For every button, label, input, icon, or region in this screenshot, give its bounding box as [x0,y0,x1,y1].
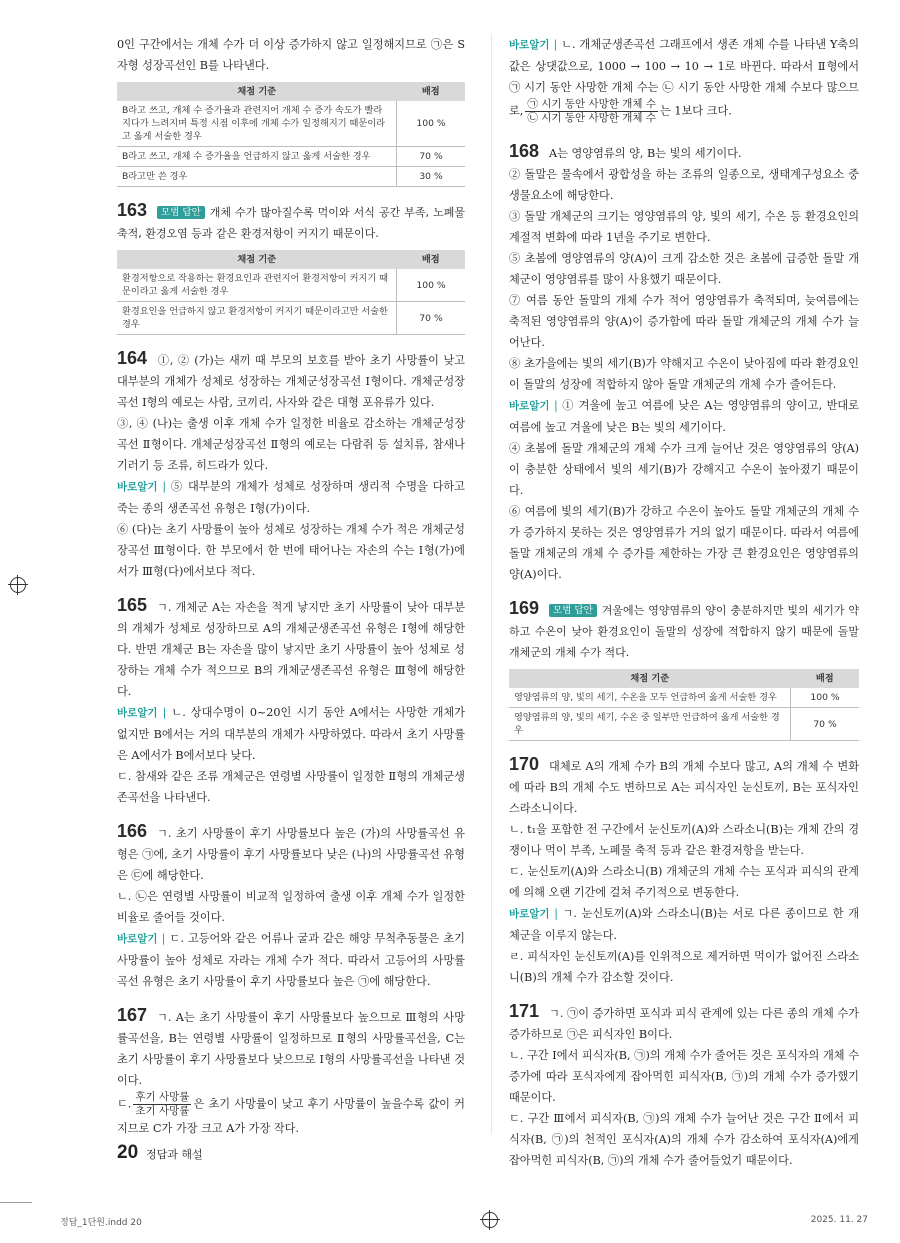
table-header: 배점 [397,82,466,101]
correction-label: 바로알기 [117,481,158,493]
score-cell: 70 % [791,708,860,741]
explanation-text: ⑥ (다)는 초기 사망률이 높아 성체로 성장하는 개체 수가 적은 개체군성장곡선 Ⅲ형이다. 한 부모에서 한 번에 태어나는 자손의 수는 Ⅰ형(가)에서가 Ⅲ형(다)에서보다 적다. [117,523,465,578]
question-number: 169 [509,598,540,618]
question-163 [117,200,465,335]
question-171 [509,1001,859,1171]
fraction [525,98,658,125]
bar-divider: | [554,399,558,412]
question-168 [509,141,859,585]
score-cell: 100 % [397,101,466,147]
score-cell: 100 % [397,269,466,302]
explanation-text: ㄷ. [117,1097,132,1111]
registration-mark-icon [482,1212,498,1228]
explanation-text: ② 돌말은 물속에서 광합성을 하는 조류의 일종으로, 생태계구성요소 중 생물요소에 해당한다. [509,168,859,202]
explanation-text: ㄴ. ㉡은 연령별 사망률이 비교적 일정하여 출생 이후 개체 수가 일정한 비율로 줄어들 것이다. [117,890,465,924]
table-header: 배점 [397,250,466,269]
explanation-text: ㄹ. 피식자인 눈신토끼(A)를 인위적으로 제거하면 먹이가 없어진 스라소니(B)의 개체 수가 감소할 것이다. [509,950,859,984]
explanation-text: 은 초기 사망률이 낮고 후기 사망률이 높을수록 값이 커지므로 C가 가장 크고 A가 가장 작다. [117,1097,465,1135]
criteria-cell: B라고 쓰고, 개체 수 증가율을 언급하지 않고 옳게 서술한 경우 [117,147,397,167]
question-169 [509,598,859,741]
table-row [117,167,465,187]
question-number: 165 [117,595,148,615]
table-header: 채점 기준 [509,669,791,688]
question-number: 171 [509,1001,540,1021]
table-row [117,269,465,302]
criteria-cell: 영양염류의 양, 빛의 세기, 수온을 모두 언급하여 옳게 서술한 경우 [509,688,791,708]
explanation-text: ⑤ 대부분의 개체가 성체로 성장하며 생리적 수명을 다하고 죽는 종의 생존곡선 유형은 Ⅰ형(가)이다. [117,480,465,515]
explanation-text: ③, ④ (나)는 출생 이후 개체 수가 일정한 비율로 감소하는 개체군성장곡선 Ⅱ형이다. 개체군성장곡선 Ⅱ형의 예로는 다람쥐 등 설치류, 참새나 기러기 등 조류, 히드라가 있다. [117,417,465,472]
explanation-text: ㄱ. A는 초기 사망률이 후기 사망률보다 높으므로 Ⅲ형의 사망률곡선을, B는 연령별 사망률이 일정하므로 Ⅱ형의 사망률곡선을, C는 초기 사망률이 후기 사망률보다 낮으므로 Ⅰ형의 사망률곡선을 나타낸 것이다. [117,1011,465,1087]
correction-label: 바로알기 [117,933,158,945]
question-number: 170 [509,754,540,774]
explanation-text: ㄱ. 눈신토끼(A)와 스라소니(B)는 서로 다른 종이므로 한 개체군을 이루지 않는다. [509,907,860,942]
table-row [117,147,465,167]
page-number: 20 [117,1142,139,1163]
question-number: 166 [117,821,148,841]
explanation-text: ㄱ. 개체군 A는 자손을 적게 낳지만 초기 사망률이 낮아 대부분의 개체가 성체로 성장하므로 A의 개체군생존곡선 유형은 Ⅰ형에 해당한다. 반면 개체군 B는 자손을 많이 낳지만 초기 사망률이 높아 성체로 성장하는 개체 수가 적으므로 B의 개체군생존곡선 유형은 Ⅲ형에 해당한다. [117,601,465,698]
question-number: 164 [117,348,148,368]
criteria-cell: B라고만 쓴 경우 [117,167,397,187]
question-number: 168 [509,141,540,161]
explanation-text: ㄷ. 구간 Ⅲ에서 피식자(B, ㉠)의 개체 수가 늘어난 것은 구간 Ⅱ에서 피식자(B, ㉠)의 천적인 포식자(A)의 개체 수가 감소하여 포식자(A)에게 잡아먹힌 피식자(B, ㉠)의 개체 수가 줄어들었기 때문이다. [509,1112,859,1167]
left-column [117,34,465,1139]
explanation-text: ㄷ. 고등어와 같은 어류나 굴과 같은 해양 무척추동물은 초기 사망률이 높아 성체로 자라는 개체 수가 적다. 따라서 고등어의 사망률곡선 유형은 초기 사망률이 후기 사망률보다 높은 ㉠에 해당한다. [117,932,465,988]
table-row [117,302,465,335]
explanation-text: ⑦ 여름 동안 돌말의 개체 수가 적어 영양염류가 축적되며, 늦여름에는 축적된 영양염류의 양(A)이 증가함에 따라 돌말 개체군의 개체 수가 늘어난다. [509,294,859,349]
explanation-text: ⑧ 초가을에는 빛의 세기(B)가 약해지고 수온이 낮아짐에 따라 환경요인이 돌말의 성장에 적합하지 않아 돌말 개체군의 개체 수가 줄어든다. [509,357,859,391]
question-170 [509,754,859,988]
section-label: 정답과 해설 [146,1148,203,1161]
question-167-continued [509,34,859,125]
criteria-cell: 환경요인을 언급하지 않고 환경저항이 커지기 때문이라고만 서술한 경우 [117,302,397,335]
explanation-text: ㄴ. t₁을 포함한 전 구간에서 눈신토끼(A)와 스라소니(B)는 개체 간의 경쟁이나 먹이 부족, 노폐물 축적 등과 같은 환경저항을 받는다. [509,823,859,857]
right-column [509,34,859,1171]
intro-text: 0인 구간에서는 개체 수가 더 이상 증가하지 않고 일정해지므로 ㉠은 S자형 성장곡선인 B를 나타낸다. [117,38,465,72]
bar-divider: | [161,932,166,945]
question-164 [117,348,465,582]
column-divider [491,34,492,1134]
score-cell: 70 % [397,147,466,167]
fraction-denominator: ㉡ 시기 동안 사망한 개체 수 [527,112,656,124]
fraction-numerator: ㉠ 시기 동안 사망한 개체 수 [527,98,656,110]
explanation-text: 는 1보다 크다. [660,104,732,118]
explanation-text: ㄱ. ㉠이 증가하면 포식과 피식 관계에 있는 다른 종의 개체 수가 증가하므로 ㉠은 피식자인 B이다. [509,1007,859,1041]
table-header: 채점 기준 [117,82,397,101]
table-row [509,708,859,741]
fraction-denominator: 초기 사망률 [135,1105,190,1117]
explanation-text: ③ 돌말 개체군의 크기는 영양염류의 양, 빛의 세기, 수온 등 환경요인의 계절적 변화에 따라 1년을 주기로 변한다. [509,210,859,244]
table-row [509,688,859,708]
explanation-text: ㄱ. 초기 사망률이 후기 사망률보다 높은 (가)의 사망률곡선 유형은 ㉠에, 초기 사망률이 후기 사망률보다 낮은 (나)의 사망률곡선 유형은 ㉢에 해당한다. [117,827,465,882]
criteria-cell: 환경저항으로 작용하는 환경요인과 관련지어 환경저항이 커지기 때문이라고 옳게 서술한 경우 [117,269,397,302]
question-166 [117,821,465,992]
explanation-text: ㄷ. 눈신토끼(A)와 스라소니(B) 개체군의 개체 수는 포식과 피식의 관계에 의해 오랜 기간에 걸쳐 주기적으로 변동한다. [509,865,859,899]
explanation-text: ⑤ 초봄에 영양염류의 양(A)이 크게 감소한 것은 초봄에 급증한 돌말 개체군이 영양염류를 많이 사용했기 때문이다. [509,252,859,286]
bar-divider: | [553,38,558,51]
scoring-table-169 [509,669,859,741]
question-167 [117,1005,465,1139]
score-cell: 100 % [791,688,860,708]
fraction-numerator: 후기 사망률 [135,1091,190,1103]
answer-text: 개체 수가 많아질수록 먹이와 서식 공간 부족, 노폐물 축적, 환경오염 등과 같은 환경저항이 커지기 때문이다. [117,206,465,240]
explanation-text: 대체로 A의 개체 수가 B의 개체 수보다 많고, A의 개체 수 변화에 따라 B의 개체 수도 변하므로 A는 피식자인 눈신토끼, B는 포식자인 스라소니이다. [509,760,859,815]
correction-label: 바로알기 [117,707,158,719]
explanation-text: A는 영양염류의 양, B는 빛의 세기이다. [549,147,742,160]
correction-label: 바로알기 [509,908,550,920]
print-date: 2025. 11. 27 [810,1215,868,1225]
crop-line [0,1202,32,1203]
bar-divider: | [554,907,558,920]
explanation-text: ㄴ. 구간 Ⅰ에서 피식자(B, ㉠)의 개체 수가 줄어든 것은 포식자의 개체 수 증가에 따라 포식자에게 잡아먹힌 피식자(B, ㉠)의 개체 수가 증가했기 때문이다. [509,1049,859,1104]
fraction [133,1091,191,1118]
table-header: 채점 기준 [117,250,397,269]
explanation-text: ④ 초봄에 돌말 개체군의 개체 수가 크게 늘어난 것은 영양염류의 양(A)이 충분한 상태에서 빛의 세기(B)가 강해지고 수온이 높아졌기 때문이다. [509,442,859,497]
bar-divider: | [162,706,167,719]
bar-divider: | [162,480,167,493]
explanation-text: ㄷ. 참새와 같은 조류 개체군은 연령별 사망률이 일정한 Ⅱ형의 개체군생존곡선을 나타낸다. [117,770,465,804]
explanation-text: ①, ② (가)는 새끼 때 부모의 보호를 받아 초기 사망률이 낮고 대부분의 개체가 성체로 성장하는 개체군성장곡선 Ⅰ형이다. 개체군성장곡선 Ⅰ형의 예로는 사람, 코끼리, 사자와 같은 대형 포유류가 있다. [117,354,465,409]
score-cell: 70 % [397,302,466,335]
question-165 [117,595,465,808]
model-answer-badge: 모범 답안 [549,604,597,617]
question-number: 167 [117,1005,148,1025]
correction-label: 바로알기 [509,400,550,412]
answer-text: 겨울에는 영양염류의 양이 충분하지만 빛의 세기가 약하고 수온이 낮아 환경요인이 돌말의 성장에 적합하지 않기 때문에 돌말 개체군의 개체 수가 적다. [509,604,859,659]
correction-label: 바로알기 [509,39,550,51]
scoring-table-163 [117,250,465,335]
explanation-text: ① 겨울에 높고 여름에 낮은 A는 영양염류의 양이고, 반대로 여름에 높고 겨울에 낮은 B는 빛의 세기이다. [509,399,859,434]
file-name: 정답_1단원.indd 20 [60,1218,142,1228]
criteria-cell: 영양염류의 양, 빛의 세기, 수온 중 일부만 언급하여 옳게 서술한 경우 [509,708,791,741]
explanation-text: ㄴ. 상대수명이 0~20인 시기 동안 A에서는 사망한 개체가 없지만 B에서는 거의 대부분의 개체가 사망하였다. 따라서 초기 사망률은 A에서가 B에서보다 낮다. [117,706,465,762]
criteria-cell: B라고 쓰고, 개체 수 증가율과 관련지어 개체 수 증가 속도가 빨라지다가 느려지며 특정 시점 이후에 개체 수가 일정해지기 때문이라고 옳게 서술한 경우 [117,101,397,147]
scoring-table-162 [117,82,465,187]
score-cell: 30 % [397,167,466,187]
table-row [117,101,465,147]
model-answer-badge: 모범 답안 [157,206,205,219]
explanation-text: ⑥ 여름에 빛의 세기(B)가 강하고 수온이 높아도 돌말 개체군의 개체 수가 증가하지 못하는 것은 영양염류가 거의 없기 때문이다. 따라서 여름에 돌말 개체군의 개체 수 증가를 제한하는 가장 큰 환경요인은 영양염류의 양(A)이다. [509,505,859,581]
question-number: 163 [117,200,148,220]
explanation-text: ㄴ. 개체군생존곡선 그래프에서 생존 개체 수를 나타낸 Y축의 값은 상댓값으로, 1000 → 100 → 10 → 1로 바뀐다. 따라서 Ⅱ형에서 ㉠ 시기 동안 사망한 개체 수는 ㉡ 시기 동안 사망한 개체 수보다 많으므로, [509,38,860,118]
registration-mark-icon [10,577,26,593]
table-header: 배점 [791,669,860,688]
